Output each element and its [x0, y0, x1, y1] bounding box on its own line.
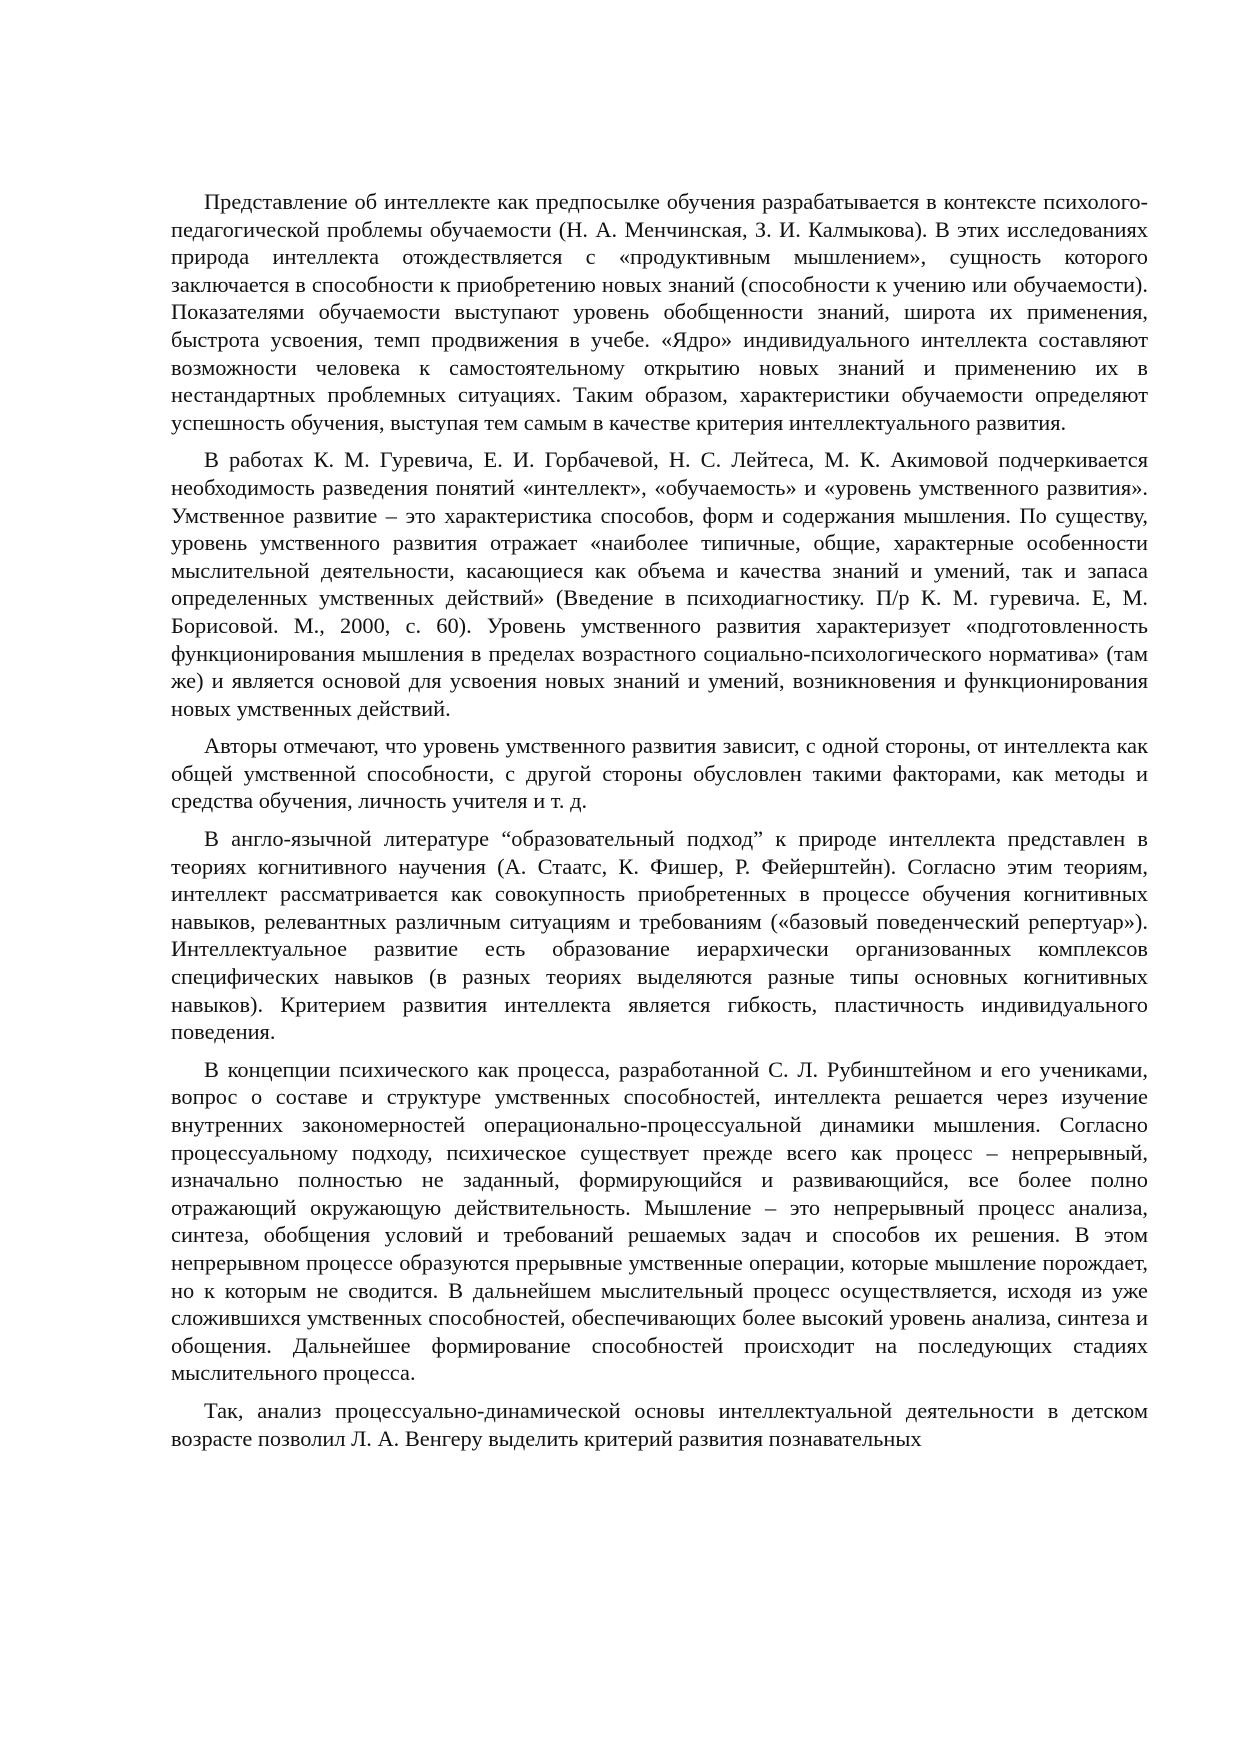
paragraph-venger-criterion: Так, анализ процессуально-динамической основы интеллектуальной деятельности в детском возрасте позволил Л. А. Венгеру выделить критерий развития познавательных	[171, 1397, 1148, 1451]
paragraph-mental-development: В работах К. М. Гуревича, Е. И. Горбачевой, Н. С. Лейтеса, М. К. Акимовой подчеркивается необходимость разведения понятий «интеллект», «обучаемость» и «уровень умственного развития». Умственное развитие – это характеристика способов, форм и содержания мышления. По существу, уровень умственного развития отражает «наиболее типичные, общие, характерные особенности мыслительной деятельности, касающиеся как объема и качества знаний и умений, так и запаса определенных умственных действий» (Введение в психодиагностику. П/р К. М. гуревича. Е, М. Борисовой. М., 2000, с. 60). Уровень умственного развития характеризует «подготовленность функционирования мышления в пределах возрастного социально-психологического норматива» (там же) и является основой для усвоения новых знаний и умений, возникновения и функционирования новых умственных действий.	[171, 447, 1148, 721]
paragraph-english-literature: В англо-язычной литературе “образовательный подход” к природе интеллекта представлен в теориях когнитивного научения (А. Стаатс, К. Фишер, Р. Фейерштейн). Согласно этим теориям, интеллект рассматривается как совокупность приобретенных в процессе обучения когнитивных навыков, релевантных различным ситуациям и требованиям («базовый поведенческий репертуар»). Интеллектуальное развитие есть образование иерархически организованных комплексов специфических навыков (в разных теориях выделяются разные типы основных когнитивных навыков). Критерием развития интеллекта является гибкость, пластичность индивидуального поведения.	[171, 826, 1148, 1045]
body-text	[171, 188, 1148, 1462]
paragraph-intellect-learning: Представление об интеллекте как предпосылке обучения разрабатывается в контексте психолого-педагогической проблемы обучаемости (Н. А. Менчинская, З. И. Калмыкова). В этих исследованиях природа интеллекта отождествляется с «продуктивным мышлением», сущность которого заключается в способности к приобретению новых знаний (способности к учению или обучаемости). Показателями обучаемости выступают уровень обобщенности знаний, широта их применения, быстрота усвоения, темп продвижения в учебе. «Ядро» индивидуального интеллекта составляют возможности человека к самостоятельному открытию новых знаний и применению их в нестандартных проблемных ситуациях. Таким образом, характеристики обучаемости определяют успешность обучения, выступая тем самым в качестве критерия интеллектуального развития.	[171, 189, 1148, 435]
paragraph-authors-note: Авторы отмечают, что уровень умственного развития зависит, с одной стороны, от интеллекта как общей умственной способности, с другой стороны обусловлен такими факторами, как методы и средства обучения, личность учителя и т. д.	[171, 733, 1148, 814]
paragraph-rubinstein-concept: В концепции психического как процесса, разработанной С. Л. Рубинштейном и его учениками, вопрос о составе и структуре умственных способностей, интеллекта решается через изучение внутренних закономерностей операционально-процессуальной динамики мышления. Согласно процессуальному подходу, психическое существует прежде всего как процесс – непрерывный, изначально полностью не заданный, формирующийся и развивающийся, все более полно отражающий окружающую действительность. Мышление – это непрерывный процесс анализа, синтеза, обобщения условий и требований решаемых задач и способов их решения. В этом непрерывном процессе образуются прерывные умственные операции, которые мышление порождает, но к которым не сводится. В дальнейшем мыслительный процесс осуществляется, исходя из уже сложившихся умственных способностей, обеспечивающих более высокий уровень анализа, синтеза и обощения. Дальнейшее формирование способностей происходит на последующих стадиях мыслительного процесса.	[171, 1056, 1148, 1386]
